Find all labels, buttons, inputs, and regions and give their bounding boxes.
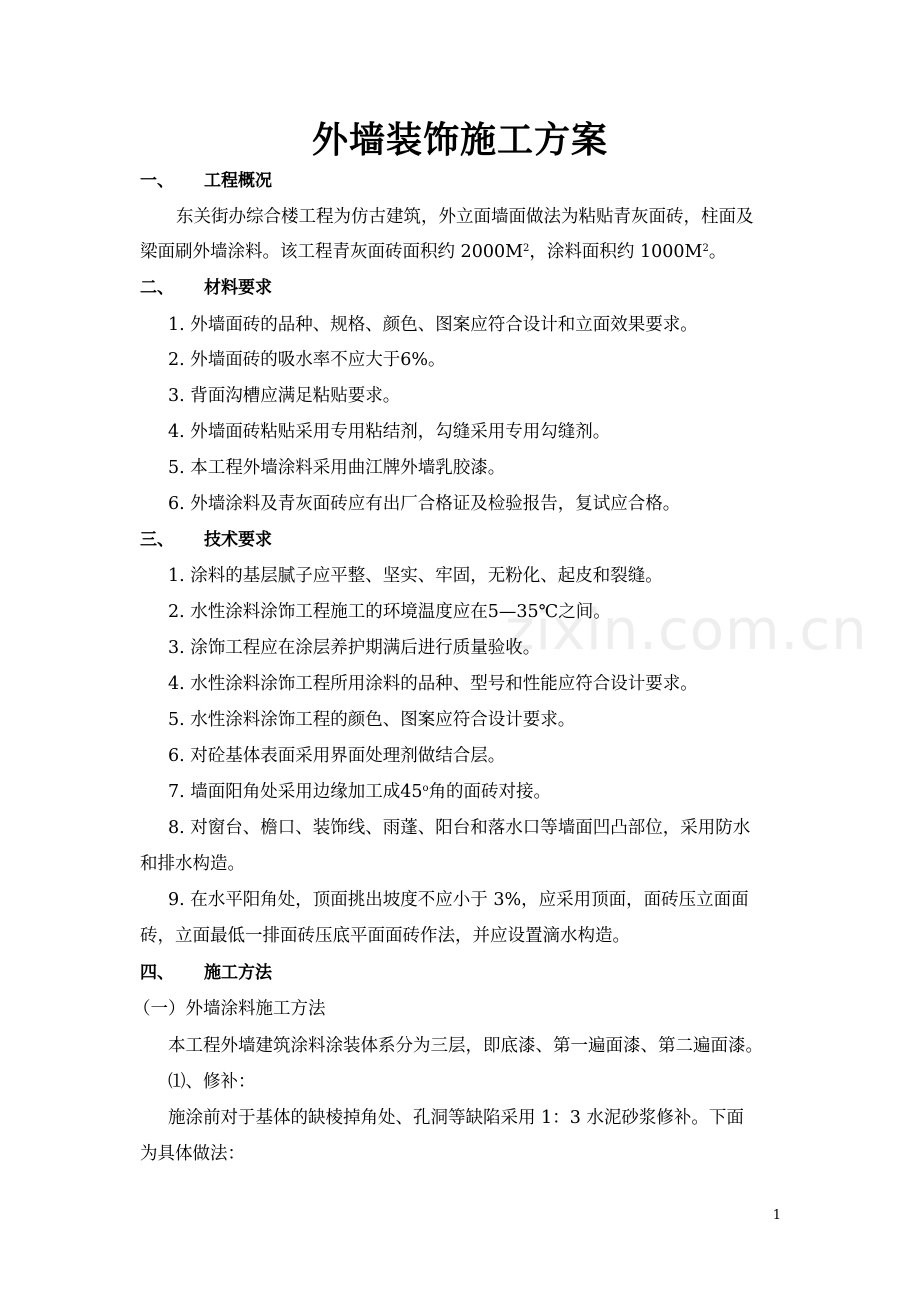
list-item: 4. 外墙面砖粘贴采用专用粘结剂，勾缝采用专用勾缝剂。: [168, 422, 611, 442]
list-item-continuation: 砖，立面最低一排面砖压底平面面砖作法，并应设置滴水构造。: [140, 926, 630, 946]
superscript: 2: [702, 243, 709, 254]
list-item: 1. 外墙面砖的品种、规格、颜色、图案应符合设计和立面效果要求。: [168, 315, 698, 335]
list-item: 9. 在水平阳角处，顶面挑出坡度不应小于 3%，应采用顶面，面砖压立面面: [168, 890, 749, 910]
list-item-text: 角的面砖对接。: [428, 782, 552, 802]
overview-line-1: 东关街办综合楼工程为仿古建筑，外立面墙面做法为粘贴青灰面砖，柱面及: [176, 207, 754, 227]
watermark: zixin.com.cn: [505, 598, 868, 663]
paragraph: 施涂前对于基体的缺棱掉角处、孔洞等缺陷采用 1：3 水泥砂浆修补。下面: [168, 1108, 744, 1128]
list-item: 3. 背面沟槽应满足粘贴要求。: [168, 386, 401, 406]
page-title: 外墙装饰施工方案: [311, 120, 608, 161]
paragraph: 本工程外墙建筑涂料涂装体系分为三层，即底漆、第一遍面漆、第二遍面漆。: [168, 1036, 763, 1056]
section-number: 一、: [140, 171, 174, 191]
list-item: 6. 对砼基体表面采用界面处理剂做结合层。: [168, 746, 506, 766]
list-item: 8. 对窗台、檐口、装饰线、雨蓬、阳台和落水口等墙面凹凸部位，采用防水: [168, 818, 751, 838]
step-heading: ⑴、修补：: [168, 1072, 256, 1092]
overview-text: 梁面刷外墙涂料。该工程青灰面砖面积约 2000M: [140, 242, 524, 262]
section-title: 技术要求: [204, 530, 272, 550]
overview-text: ，涂料面积约 1000M: [529, 242, 703, 262]
superscript: 2: [523, 243, 530, 254]
section-number: 二、: [140, 278, 174, 298]
section-title: 工程概况: [204, 171, 272, 191]
section-number: 四、: [140, 963, 174, 983]
list-item: [168, 780, 551, 804]
section-title: 材料要求: [204, 278, 272, 298]
section-number: 三、: [140, 530, 174, 550]
superscript: o: [422, 783, 429, 794]
list-item: 4. 水性涂料涂饰工程所用涂料的品种、型号和性能应符合设计要求。: [168, 674, 698, 694]
subsection-heading: （一）外墙涂料施工方法: [133, 999, 326, 1019]
paragraph-continuation: 为具体做法：: [140, 1144, 245, 1164]
section-title: 施工方法: [204, 963, 272, 983]
list-item: 5. 本工程外墙涂料采用曲江牌外墙乳胶漆。: [168, 458, 506, 478]
overview-text: 。: [708, 242, 727, 262]
overview-line-2: [140, 240, 726, 264]
list-item: 5. 水性涂料涂饰工程的颜色、图案应符合设计要求。: [168, 710, 576, 730]
section-heading-4: [140, 961, 272, 985]
section-heading-3: [140, 528, 272, 552]
list-item-continuation: 和排水构造。: [140, 854, 245, 874]
list-item-text: 7. 墙面阳角处采用边缘加工成45: [168, 782, 423, 802]
list-item: 2. 水性涂料涂饰工程施工的环境温度应在5—35℃之间。: [168, 602, 611, 622]
section-heading-1: [140, 169, 272, 193]
list-item: 1. 涂料的基层腻子应平整、坚实、牢固，无粉化、起皮和裂缝。: [168, 566, 663, 586]
section-heading-2: [140, 276, 272, 300]
page-number: 1: [772, 1208, 781, 1223]
list-item: 3. 涂饰工程应在涂层养护期满后进行质量验收。: [168, 638, 541, 658]
list-item: 6. 外墙涂料及青灰面砖应有出厂合格证及检验报告，复试应合格。: [168, 494, 681, 514]
list-item: 2. 外墙面砖的吸水率不应大于6%。: [168, 350, 446, 370]
